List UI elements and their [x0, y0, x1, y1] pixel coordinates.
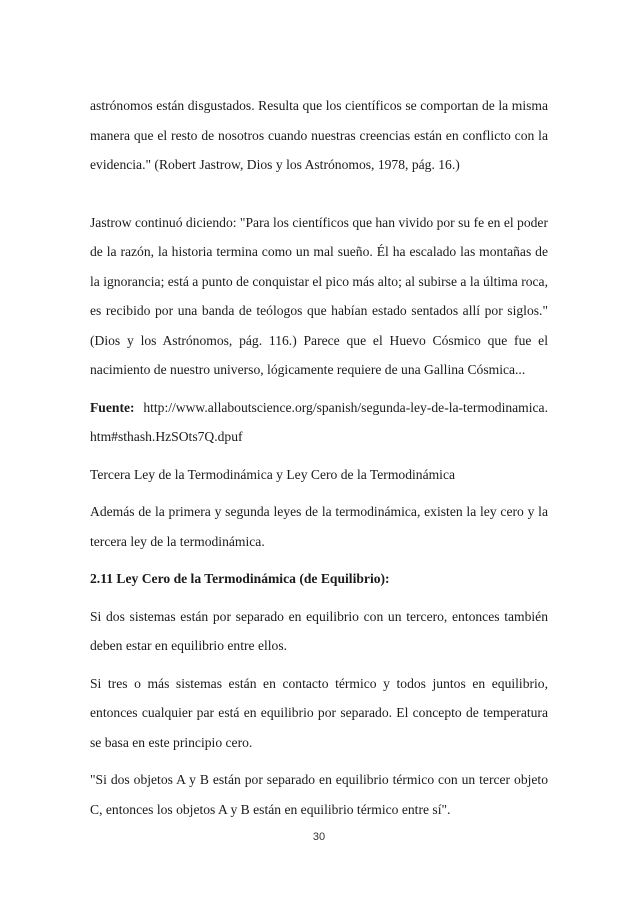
source-link[interactable]: http://www.allaboutscience.org/spanish/segunda-ley-de-la-termodinamica.htm#sthash.HzSOts7Q.dpuf [90, 399, 548, 444]
source-label: Fuente: [90, 399, 135, 415]
section-heading-zero-law: 2.11 Ley Cero de la Termodinámica (de Equilibrio): [90, 571, 390, 586]
paragraph-laws-intro: Además de la primera y segunda leyes de la termodinámica, existen la ley cero y la tercera ley de la termodinámica. [90, 504, 548, 549]
paragraph-zero-law-definition: Si dos sistemas están por separado en equilibrio con un tercero, entonces también deben estar en equilibrio entre ellos. [90, 608, 548, 653]
paragraph-zero-law-quote: "Si dos objetos A y B están por separado en equilibrio térmico con un tercer objeto C, entonces los objetos A y B están en equilibrio térmico entre sí". [90, 772, 548, 817]
page-content [90, 91, 548, 824]
paragraph-jastrow-quote-end: astrónomos están disgustados. Resulta que los científicos se comportan de la misma manera que el resto de nosotros cuando nuestras creencias están en conflicto con la evidencia." (Robert Jastrow, Dios y los Astrónomos, 1978, pág. 16.) [90, 98, 548, 172]
source-paragraph [90, 393, 548, 452]
paragraph-zero-law-thermal: Si tres o más sistemas están en contacto térmico y todos juntos en equilibrio, entonces cualquier par está en equilibrio por separado. El concepto de temperatura se basa en este principio cero. [90, 675, 548, 750]
paragraph-jastrow-continued: Jastrow continuó diciendo: "Para los científicos que han vivido por su fe en el poder de la razón, la historia termina como un mal sueño. Él ha escalado las montañas de la ignorancia; está a punto de conquistar el pico más alto; al subirse a la última roca, es recibido por una banda de teólogos que habían estado sentados allí por siglos." (Dios y los Astrónomos, pág. 116.) Parece que el Huevo Cósmico que fue el nacimiento de nuestro universo, lógicamente requiere de una Gallina Cósmica... [90, 214, 548, 377]
paragraph-third-law-title: Tercera Ley de la Termodinámica y Ley Cero de la Termodinámica [90, 466, 456, 482]
page-number: 30 [312, 831, 326, 843]
